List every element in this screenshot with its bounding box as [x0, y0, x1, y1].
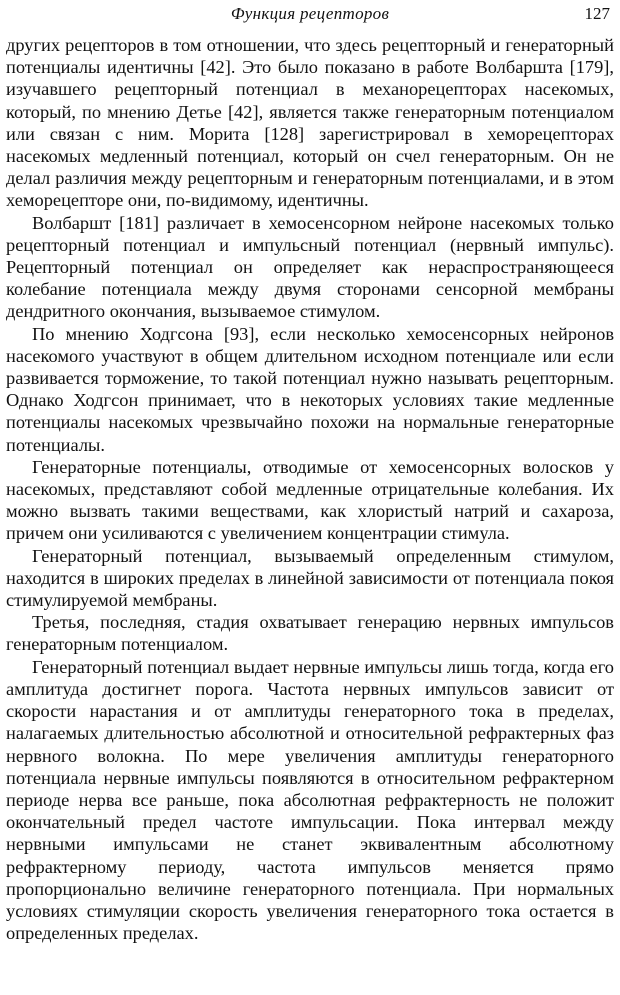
paragraph: Третья, последняя, стадия охватывает генерацию нервных импульсов генераторным потенциалом.	[6, 612, 614, 655]
paragraph: По мнению Ходгсона [93], если несколько хемосенсорных нейронов насекомого участвуют в общем длительном исходном потенциале или если развивается торможение, то такой потенциал нужно называть рецепторным. Однако Ходгсон принимает, что в некоторых условиях такие медленные потенциалы насекомых чрезвычайно похожи на нормальные генераторные потенциалы.	[6, 323, 614, 455]
book-page	[6, 0, 614, 995]
paragraph: Волбаршт [181] различает в хемосенсорном нейроне насекомых только рецепторный потенциал и импульсный потенциал (нервный импульс). Рецепторный потенциал он определяет как нераспространяющееся колебание потенциала между двумя сторонами сенсорной мембраны дендритного окончания, вызываемое стимулом.	[6, 212, 614, 322]
running-title: Функция рецепторов	[230, 4, 390, 23]
paragraph-continued: других рецепторов в том отношении, что здесь рецепторный и генераторный потенциалы идентичны [42]. Это было показано в работе Волбарштa [179], изучавшего рецепторный потенциал в механорецепторах насекомых, который, по мнению Детье [42], является также генераторным потенциалом или связан с ним. Морита [128] зарегистрировал в хеморецепторах насекомых медленный потенциал, который он счел генераторным. Он не делал различия между рецепторным и генераторным потенциалами, и в этом хеморецепторе они, по-видимому, идентичны.	[6, 35, 614, 211]
paragraph: Генераторный потенциал выдает нервные импульсы лишь тогда, когда его амплитуда достигнет порога. Частота нервных импульсов зависит от скорости нарастания и от амплитуды генераторного тока в пределах, налагаемых длительностью абсолютной и относительной рефрактерных фаз нервного волокна. По мере увеличения амплитуды генераторного потенциала нервные импульсы появляются в относительном рефрактерном периоде нерва все раньше, пока абсолютная рефрактерность не положит окончательный предел частоте импульсации. Пока интервал между нервными импульсами не станет эквивалентным абсолютному рефрактерному периоду, частота импульсов меняется прямо пропорционально величине генераторного потенциала. При нормальных условиях стимуляции скорость увеличения генераторного тока остается в определенных пределах.	[6, 656, 614, 944]
page-number: 127	[584, 4, 610, 23]
body-text	[6, 34, 614, 944]
running-header	[6, 0, 614, 34]
paragraph: Генераторный потенциал, вызываемый определенным стимулом, находится в широких пределах в линейной зависимости от потенциала покоя стимулируемой мембраны.	[6, 545, 614, 611]
paragraph: Генераторные потенциалы, отводимые от хемосенсорных волосков у насекомых, представляют собой медленные отрицательные колебания. Их можно вызвать такими веществами, как хлористый натрий и сахароза, причем они усиливаются с увеличением концентрации стимула.	[6, 456, 614, 544]
